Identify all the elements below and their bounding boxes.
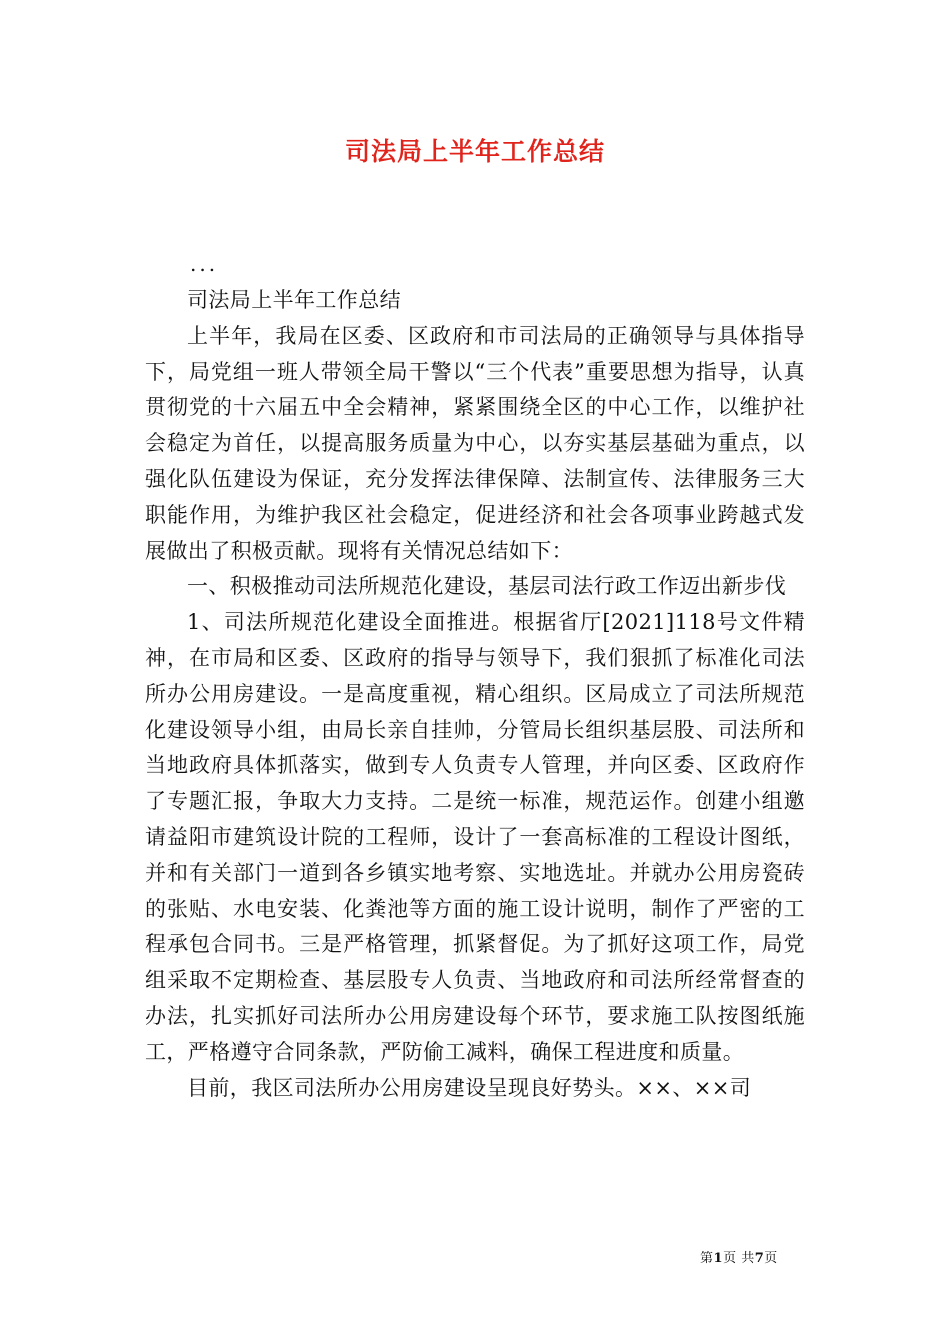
document-body: [145, 283, 805, 1106]
paragraph-intro: 上半年，我局在区委、区政府和市司法局的正确领导与具体指导下，局党组一班人带领全局干警以“三个代表”重要思想为指导，认真贯彻党的十六届五中全会精神，紧紧围绕全区的中心工作，以维护社会稳定为首任，以提高服务质量为中心，以夯实基层基础为重点，以强化队伍建设为保证，充分发挥法律保障、法制宣传、法律服务三大职能作用，为维护我区社会稳定，促进经济和社会各项事业跨越式发展做出了积极贡献。现将有关情况总结如下：: [145, 323, 805, 563]
footer-middle: 页 共: [723, 1251, 755, 1266]
footer-total-pages: 7: [754, 1251, 765, 1266]
footer-prefix: 第: [700, 1251, 714, 1266]
page-number-footer: [700, 1247, 778, 1266]
paragraph-current-status: 目前，我区司法所办公用房建设呈现良好势头。××、××司: [187, 1075, 752, 1100]
paragraph-section-detail: 1、司法所规范化建设全面推进。根据省厅[2021]118号文件精神，在市局和区委、区政府的指导与领导下，我们狠抓了标准化司法所办公用房建设。一是高度重视，精心组织。区局成立了司法所规范化建设领导小组，由局长亲自挂帅，分管局长组织基层股、司法所和当地政府具体抓落实，做到专人负责专人管理，并向区委、区政府作了专题汇报，争取大力支持。二是统一标准，规范运作。创建小组邀请益阳市建筑设计院的工程师，设计了一套高标准的工程设计图纸，并和有关部门一道到各乡镇实地考察、实地选址。并就办公用房瓷砖的张贴、水电安装、化粪池等方面的施工设计说明，制作了严密的工程承包合同书。三是严格管理，抓紧督促。为了抓好这项工作，局党组采取不定期检查、基层股专人负责、当地政府和司法所经常督查的办法，扎实抓好司法所办公用房建设每个环节，要求施工队按图纸施工，严格遵守合同条款，严防偷工减料，确保工程进度和质量。: [145, 610, 805, 1064]
footer-page-number: 1: [713, 1251, 724, 1266]
paragraph-section-heading: 一、积极推动司法所规范化建设，基层司法行政工作迈出新步伐: [187, 574, 787, 599]
footer-suffix: 页: [764, 1251, 778, 1266]
ellipsis-marker: ...: [190, 252, 219, 276]
paragraph-subtitle: 司法局上半年工作总结: [187, 288, 401, 312]
document-title: 司法局上半年工作总结: [344, 137, 605, 166]
